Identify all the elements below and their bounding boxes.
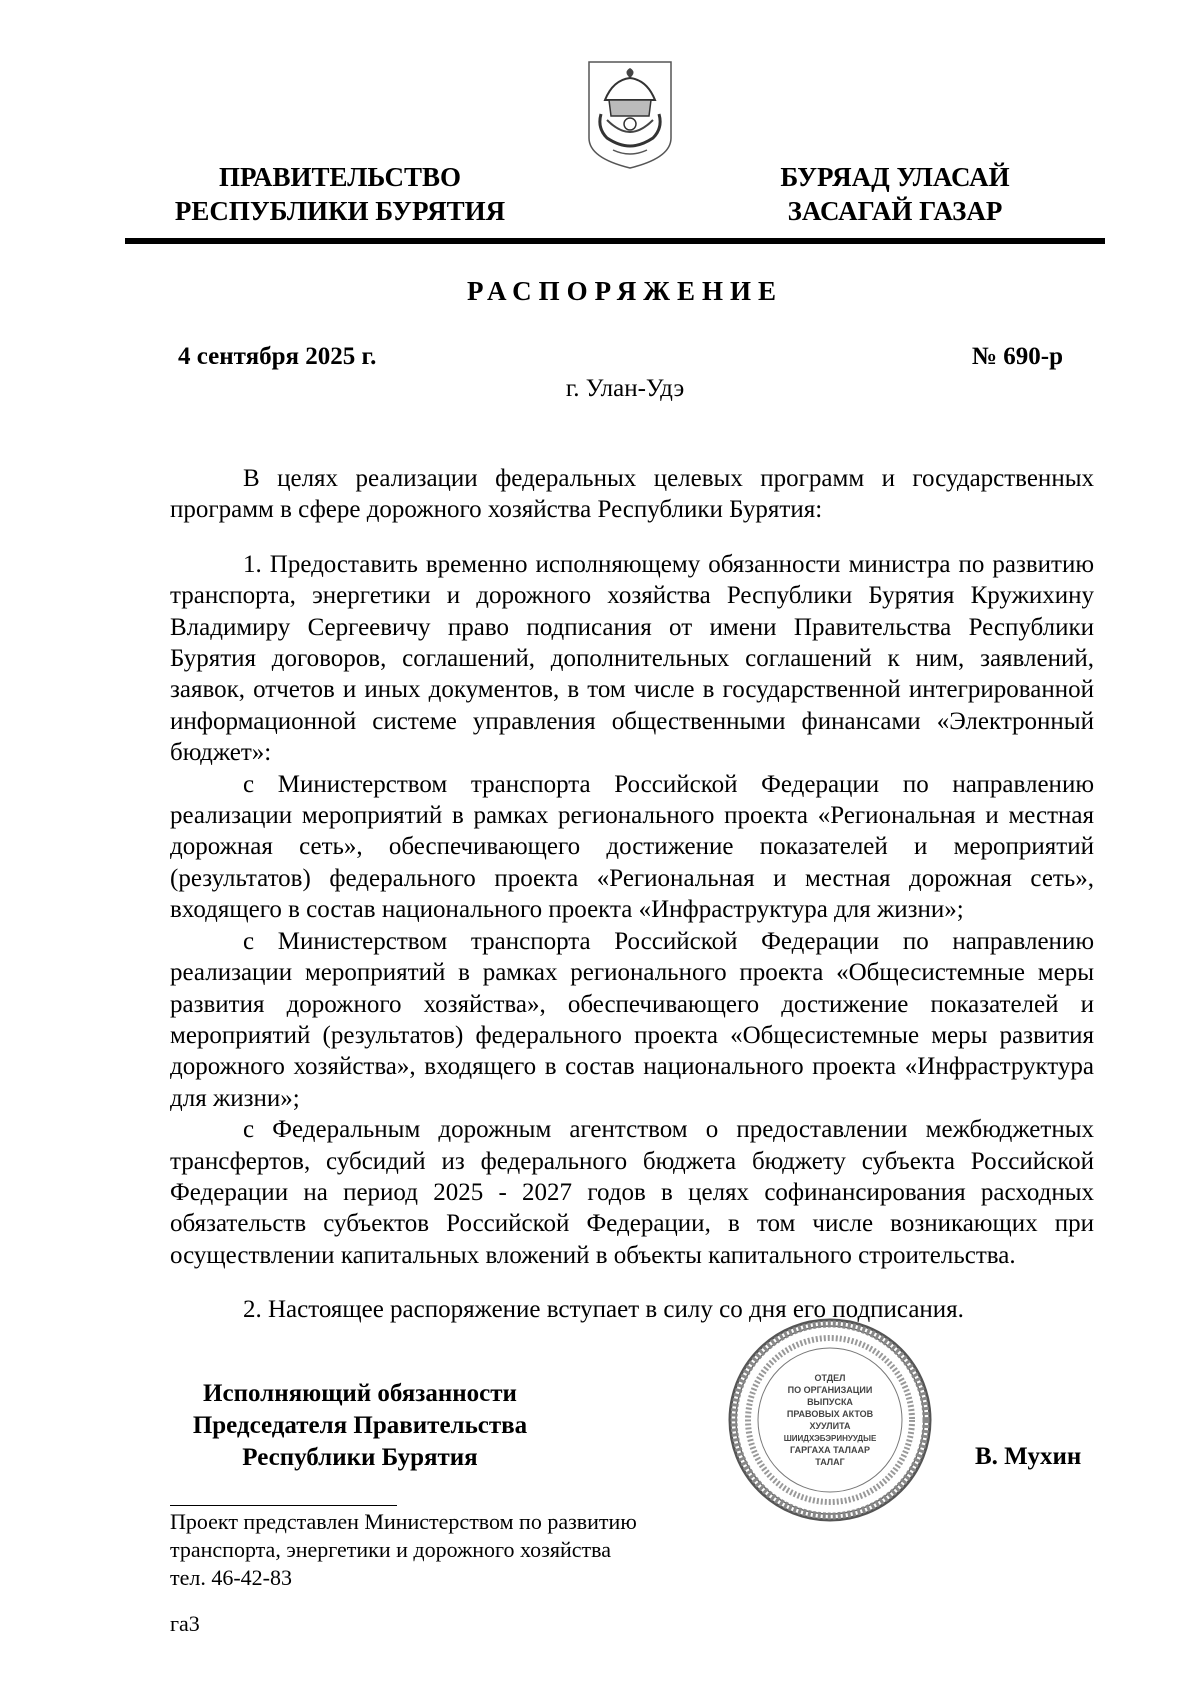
- signatory-position: [170, 1378, 550, 1474]
- preamble-paragraph: В целях реализации федеральных целевых программ и государственных программ в сфере дорожного хозяйства Республики Бурятия:: [170, 465, 1094, 524]
- sub-item-paragraph: с Министерством транспорта Российской Федерации по направлению реализации мероприятий в рамках регионального проекта «Общесистемные меры развития дорожного хозяйства», обеспечивающего достижение показателей и мероприятий (результатов) федерального проекта «Общесистемные меры развития дорожного хозяйства», входящего в состав национального проекта «Инфраструктура для жизни»;: [170, 927, 1094, 1112]
- stamp-text-line: ХУУЛИТА: [809, 1421, 851, 1431]
- official-seal-stamp: [725, 1315, 935, 1525]
- stamp-text-line: ПО ОРГАНИЗАЦИИ: [787, 1385, 873, 1395]
- header-right-line: ЗАСАГАЙ ГАЗАР: [787, 196, 1003, 226]
- document-date: 4 сентября 2025 г.: [178, 343, 377, 370]
- footnote-line: транспорта, энергетики и дорожного хозяйства: [170, 1537, 611, 1562]
- header-right-line: БУРЯАД УЛАСАЙ: [780, 162, 1010, 192]
- signatory-name: В. Мухин: [975, 1443, 1082, 1470]
- stamp-text-line: ПРАВОВЫХ АКТОВ: [786, 1409, 874, 1419]
- header-left-line: РЕСПУБЛИКИ БУРЯТИЯ: [174, 196, 506, 226]
- stamp-text-line: ВЫПУСКА: [807, 1397, 853, 1407]
- signatory-position-line: Исполняющий обязанности: [203, 1380, 517, 1407]
- signatory-position-line: Председателя Правительства: [192, 1412, 528, 1439]
- stamp-text-line: ТАЛАГ: [815, 1457, 845, 1467]
- executor-code: га3: [170, 1611, 200, 1636]
- footnote-line: Проект представлен Министерством по развитию: [170, 1509, 637, 1534]
- header-divider: [125, 238, 1105, 244]
- document-body: [170, 463, 1094, 1326]
- item-1-paragraph: 1. Предоставить временно исполняющему обязанности министра по развитию транспорта, энергетики и дорожного хозяйства Республики Бурятия Кружихину Владимиру Сергеевичу право подписания от имени Правительства Республики Бурятия договоров, соглашений, дополнительных соглашений к ним, заявлений, заявок, отчетов и иных документов, в том числе в государственной интегрированной информационной системе управления общественными финансами «Электронный бюджет»:: [170, 550, 1094, 767]
- government-name-russian: [150, 160, 530, 228]
- document-number: № 690-р: [971, 343, 1063, 370]
- stamp-text-line: ГАРГАХА ТАЛААР: [790, 1445, 870, 1455]
- document-city: г. Улан-Удэ: [565, 375, 685, 402]
- project-footnote: [170, 1508, 637, 1592]
- header-left-line: ПРАВИТЕЛЬСТВО: [218, 162, 462, 192]
- coat-of-arms-emblem: [583, 54, 677, 172]
- signatory-position-line: Республики Бурятия: [242, 1444, 478, 1471]
- sub-item-paragraph: с Федеральным дорожным агентством о предоставлении межбюджетных трансфертов, субсидий из федерального бюджета бюджету субъекта Российской Федерации на период 2025 - 2027 годов в целях софинансирования расходных обязательств субъектов Российской Федерации, в том числе возникающих при осуществлении капитальных вложений в объекты капитального строительства.: [170, 1116, 1094, 1269]
- footnote-line: тел. 46-42-83: [170, 1565, 293, 1590]
- footnote-divider: [170, 1505, 397, 1506]
- item-2-paragraph: 2. Настоящее распоряжение вступает в силу со дня его подписания.: [243, 1296, 964, 1324]
- sub-item-paragraph: с Министерством транспорта Российской Федерации по направлению реализации мероприятий в рамках регионального проекта «Региональная и местная дорожная сеть», обеспечивающего достижение показателей и мероприятий (результатов) федерального проекта «Региональная и местная дорожная сеть», входящего в состав национального проекта «Инфраструктура для жизни»;: [170, 770, 1094, 924]
- government-name-buryat: [730, 160, 1060, 228]
- stamp-text-line: ШИИДХЭБЭРИНУУДЫЕ: [783, 1434, 877, 1443]
- stamp-text-line: ОТДЕЛ: [814, 1373, 846, 1383]
- document-title: РАСПОРЯЖЕНИЕ: [466, 276, 784, 306]
